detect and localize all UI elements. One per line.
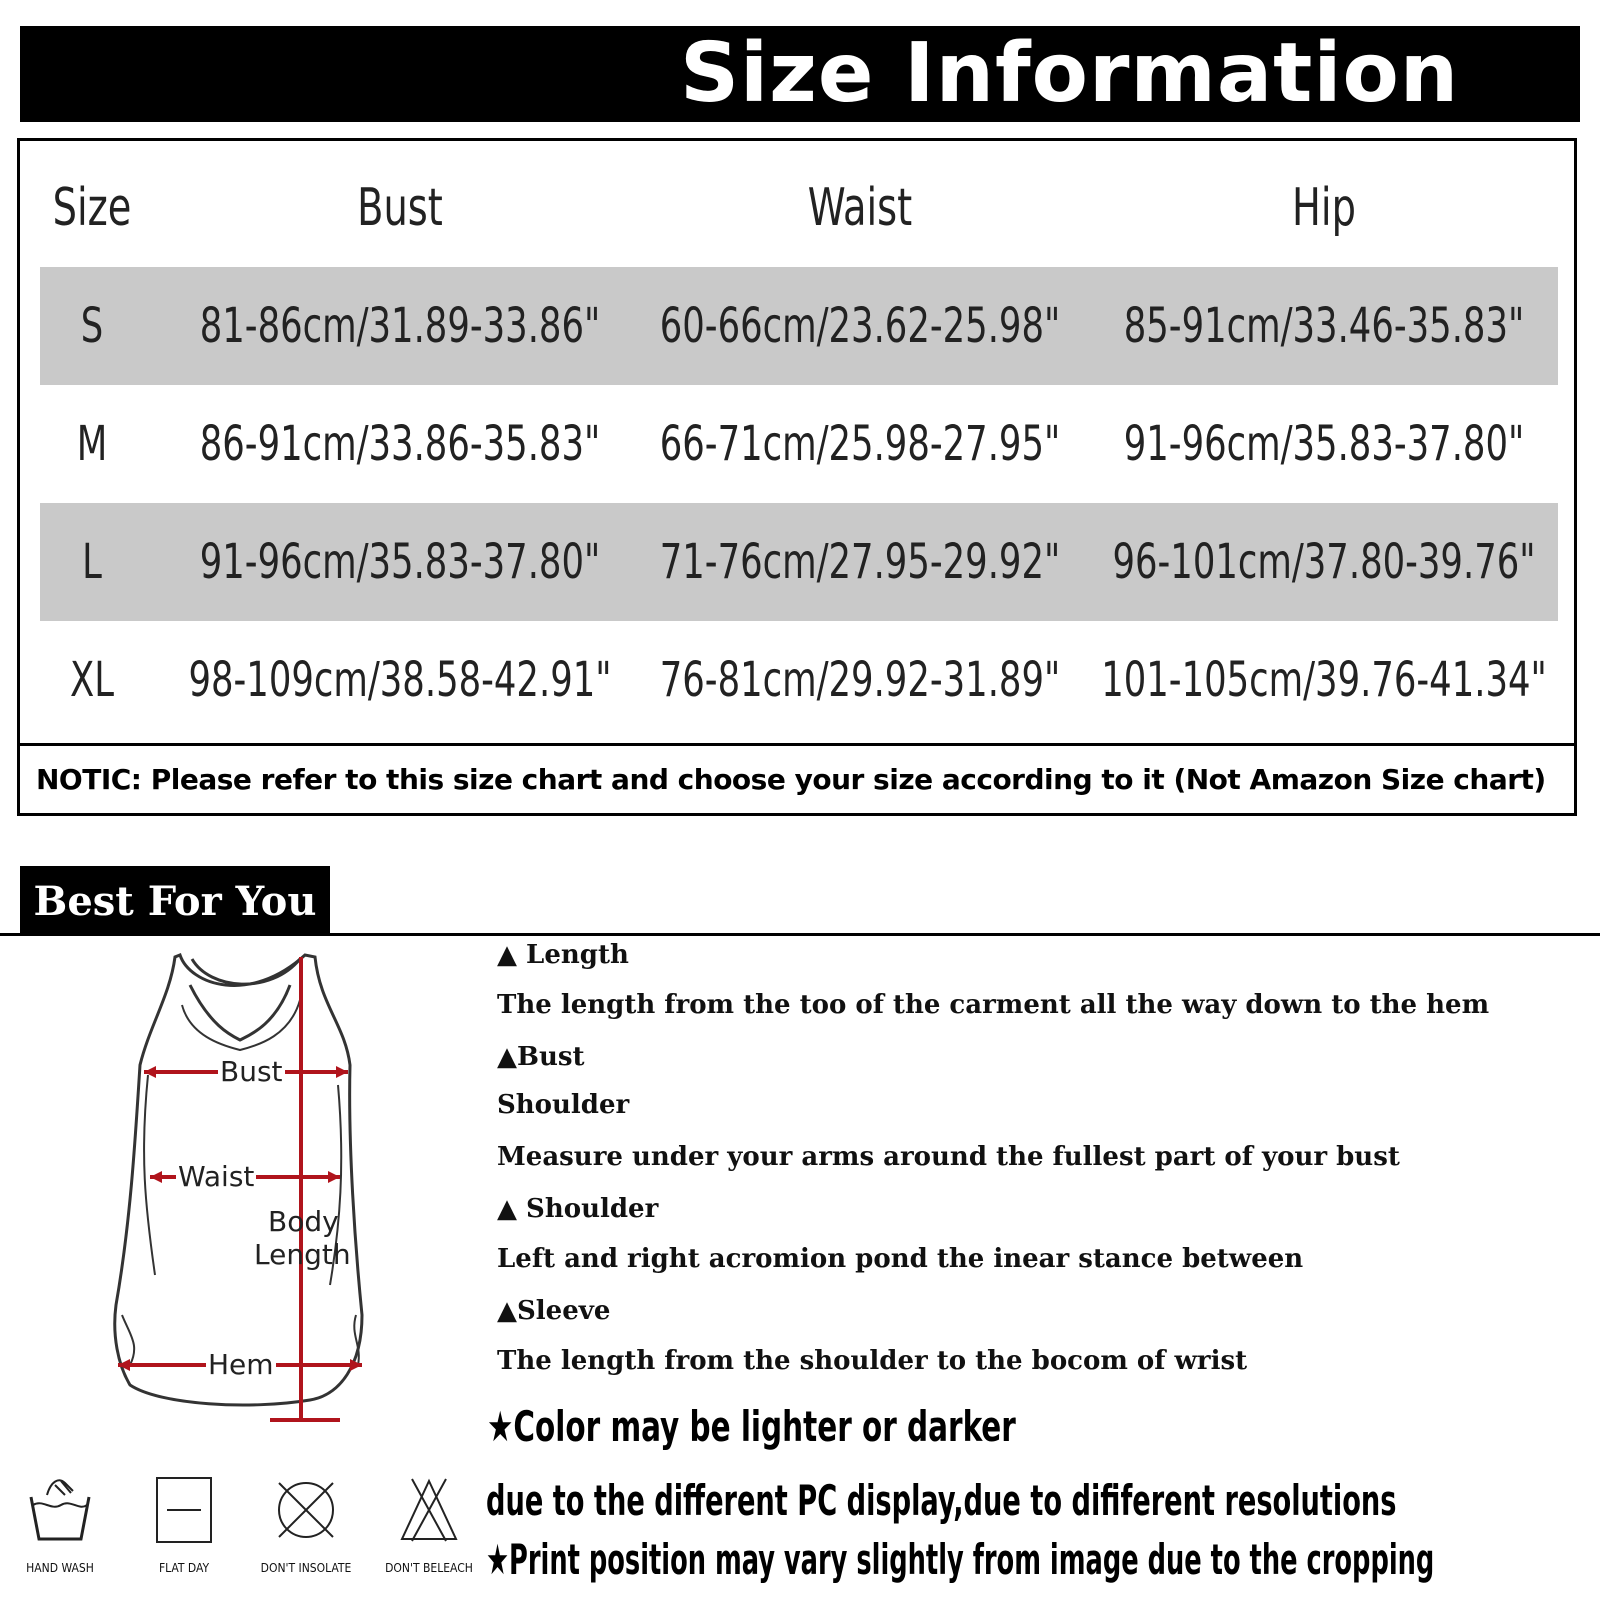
hand-wash-icon bbox=[25, 1475, 95, 1545]
hip-cell: 96-101cm/37.80-39.76" bbox=[1112, 534, 1536, 590]
care-do-not-bleach bbox=[379, 1475, 479, 1575]
desc-text-shoulder-measure: Left and right acromion pond the inear stance between bbox=[497, 1244, 1304, 1274]
care-label: FLAT DAY bbox=[158, 1561, 210, 1575]
size-cell: XL bbox=[70, 652, 114, 708]
best-for-you-tab: Best For You bbox=[20, 866, 330, 936]
header-hip: Hip bbox=[1292, 178, 1356, 238]
care-label: DON'T BELEACH bbox=[385, 1561, 473, 1575]
hip-cell: 101-105cm/39.76-41.34" bbox=[1101, 652, 1547, 708]
waist-cell: 71-76cm/27.95-29.92" bbox=[659, 534, 1061, 590]
desc-heading-shoulder: ▲ Shoulder bbox=[497, 1194, 659, 1224]
desc-heading-sleeve: ▲Sleeve bbox=[497, 1296, 611, 1326]
header-waist: Waist bbox=[807, 178, 913, 238]
diagram-label-bust: Bust bbox=[220, 1055, 283, 1088]
size-cell: S bbox=[80, 298, 104, 354]
care-label: HAND WASH bbox=[26, 1561, 94, 1575]
care-hand-wash bbox=[10, 1475, 110, 1575]
hip-cell: 85-91cm/33.46-35.83" bbox=[1123, 298, 1525, 354]
waist-cell: 60-66cm/23.62-25.98" bbox=[659, 298, 1061, 354]
size-chart bbox=[17, 138, 1577, 816]
garment-diagram bbox=[100, 945, 400, 1435]
do-not-bleach-icon bbox=[394, 1475, 464, 1545]
table-row bbox=[40, 621, 1558, 739]
page-title: Size Information bbox=[680, 26, 1460, 121]
hip-cell: 91-96cm/35.83-37.80" bbox=[1123, 416, 1525, 472]
care-do-not-tumble-dry bbox=[256, 1475, 356, 1575]
desc-text-bust: Measure under your arms around the fullest part of your bust bbox=[497, 1142, 1400, 1172]
desc-heading-bust: ▲Bust bbox=[497, 1042, 585, 1072]
desc-text-sleeve: The length from the shoulder to the bocom of wrist bbox=[497, 1346, 1248, 1376]
desc-text-length: The length from the too of the carment all the way down to the hem bbox=[497, 990, 1490, 1020]
table-row bbox=[40, 385, 1558, 503]
table-row bbox=[40, 267, 1558, 385]
table-header-row bbox=[40, 149, 1558, 267]
size-chart-notice: NOTIC: Please refer to this size chart and choose your size according to it (Not Amazon Size chart) bbox=[20, 743, 1574, 813]
care-flat-dry bbox=[134, 1475, 234, 1575]
waist-cell: 66-71cm/25.98-27.95" bbox=[659, 416, 1061, 472]
bust-cell: 91-96cm/35.83-37.80" bbox=[199, 534, 601, 590]
note-print: ★Print position may vary slightly from image due to the cropping bbox=[486, 1535, 1435, 1584]
size-cell: M bbox=[76, 416, 108, 472]
bust-cell: 98-109cm/38.58-42.91" bbox=[188, 652, 612, 708]
bust-cell: 81-86cm/31.89-33.86" bbox=[199, 298, 601, 354]
diagram-label-waist: Waist bbox=[178, 1160, 255, 1193]
desc-text-shoulder: Shoulder bbox=[497, 1090, 630, 1120]
care-label: DON'T INSOLATE bbox=[260, 1561, 352, 1575]
flat-dry-icon bbox=[149, 1475, 219, 1545]
note-display: due to the different PC display,due to dififerent resolutions bbox=[486, 1476, 1397, 1525]
title-bar bbox=[20, 26, 1580, 122]
diagram-label-body: Body bbox=[268, 1205, 339, 1238]
do-not-tumble-dry-icon bbox=[271, 1475, 341, 1545]
size-cell: L bbox=[82, 534, 102, 590]
bust-cell: 86-91cm/33.86-35.83" bbox=[199, 416, 601, 472]
waist-cell: 76-81cm/29.92-31.89" bbox=[659, 652, 1061, 708]
header-bust: Bust bbox=[357, 178, 443, 238]
section-divider bbox=[0, 933, 1600, 936]
desc-heading-length: ▲ Length bbox=[497, 940, 629, 970]
table-row bbox=[40, 503, 1558, 621]
header-size: Size bbox=[52, 178, 132, 238]
diagram-label-length: Length bbox=[254, 1238, 351, 1271]
diagram-label-hem: Hem bbox=[208, 1348, 274, 1381]
note-color: ★Color may be lighter or darker bbox=[487, 1402, 1016, 1451]
